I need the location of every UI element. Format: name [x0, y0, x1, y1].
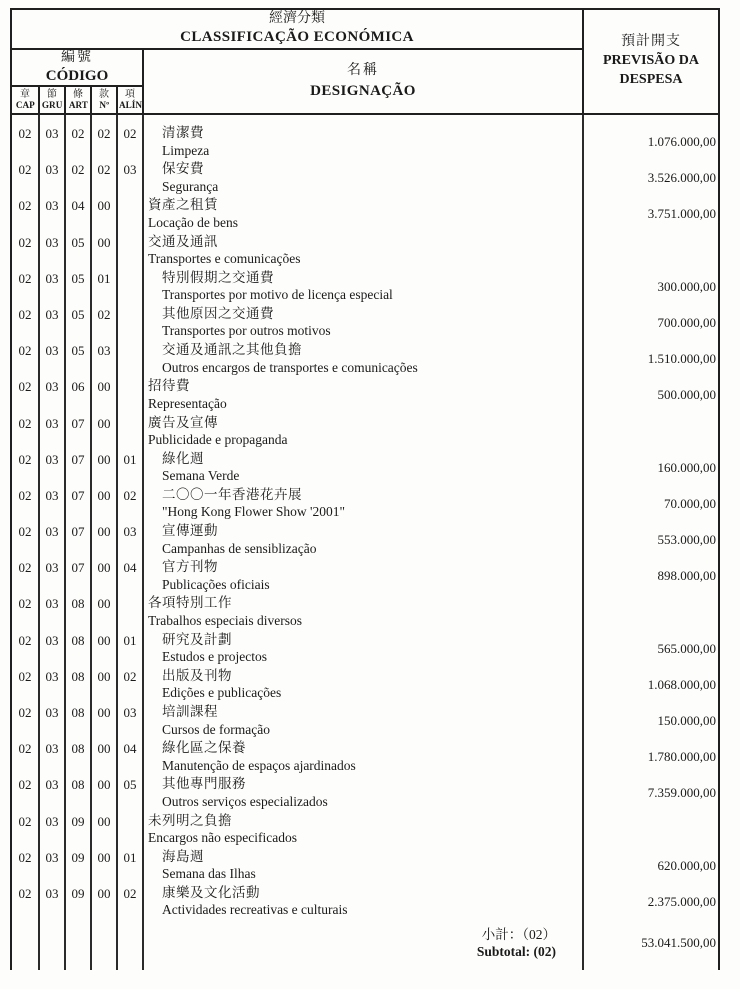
designation-zh: 資產之租賃: [148, 197, 218, 213]
code-gru: 03: [38, 739, 64, 775]
code-num: 00: [90, 739, 116, 775]
header-col-cap: [12, 87, 38, 113]
code-gru: 03: [38, 450, 64, 486]
code-alin: 02: [116, 124, 142, 160]
table-header: [12, 10, 718, 115]
amount: 1.510.000,00: [582, 341, 718, 377]
code-alin: [116, 305, 142, 341]
designation-cell: [142, 269, 582, 305]
designation-pt: Transportes e comunicações: [148, 251, 301, 267]
designation-zh: 綠化區之保養: [162, 740, 246, 756]
code-alin: [116, 269, 142, 305]
code-num: 00: [90, 594, 116, 630]
expense-forecast-zh: 預計開支: [621, 34, 681, 50]
designation-pt: Actividades recreativas e culturais: [162, 902, 348, 918]
amount: 898.000,00: [582, 558, 718, 594]
code-art: 02: [64, 124, 90, 160]
code-cap: 02: [18, 343, 32, 359]
amount: 300.000,00: [582, 269, 718, 305]
code-num: 00: [90, 631, 116, 667]
amount: 1.780.000,00: [582, 739, 718, 775]
col-art-zh: 條: [73, 89, 83, 100]
designation-cell: [142, 305, 582, 341]
designation-pt: Publicidade e propaganda: [148, 432, 288, 447]
code-gru: 03: [38, 703, 64, 739]
header-col-art: [64, 87, 90, 113]
amount: 553.000,00: [582, 522, 718, 558]
code-gru: 03: [38, 341, 64, 377]
code-gru: 03: [38, 233, 64, 269]
designation-cell: [142, 884, 582, 920]
header-col-gru: [38, 87, 64, 113]
amount: 3.526.000,00: [582, 160, 718, 196]
designation-pt: Segurança: [162, 178, 219, 194]
code-alin: 01: [116, 631, 142, 667]
code-cap: 02: [18, 632, 32, 648]
amount: [582, 233, 718, 269]
code-alin: 01: [116, 450, 142, 486]
code-gru: 03: [38, 486, 64, 522]
subtotal-label-pt: Subtotal: (02): [476, 944, 556, 960]
code-alin: [116, 341, 142, 377]
code-gru: 03: [38, 160, 64, 196]
designation-pt: Semana Verde: [162, 468, 240, 484]
code-gru: 03: [38, 196, 64, 232]
code-num: 02: [90, 305, 116, 341]
code-alin: 05: [116, 775, 142, 811]
code-art: 07: [64, 450, 90, 486]
designation-zh: 海島週: [162, 848, 204, 864]
table-row: [12, 739, 718, 775]
code-cap: 02: [18, 198, 32, 214]
code-gru: 03: [38, 522, 64, 558]
col-art-pt: ART: [68, 100, 88, 111]
code-art: 05: [64, 233, 90, 269]
table-row: [12, 124, 718, 160]
code-cap: 02: [18, 487, 32, 503]
code-num: 00: [90, 812, 116, 848]
code-cap: 02: [18, 126, 32, 141]
code-cap: 02: [18, 668, 32, 684]
code-art: 08: [64, 631, 90, 667]
designation-cell: [142, 160, 582, 196]
designation-pt: Limpeza: [162, 142, 210, 158]
code-art: 08: [64, 667, 90, 703]
budget-table: [10, 8, 720, 970]
designation-cell: [142, 558, 582, 594]
code-alin: [116, 196, 142, 232]
designation-pt: Transportes por outros motivos: [162, 323, 331, 339]
designation-zh: 研究及計劃: [162, 631, 232, 647]
code-gru: 03: [38, 848, 64, 884]
designation-pt: Manutenção de espaços ajardinados: [162, 757, 356, 773]
code-header-pt: CÓDIGO: [45, 67, 109, 84]
amount: [582, 414, 718, 450]
code-num: 00: [90, 848, 116, 884]
designation-zh: 培訓課程: [162, 704, 218, 719]
amount: 700.000,00: [582, 305, 718, 341]
code-art: 06: [64, 377, 90, 413]
table-row: [12, 377, 718, 413]
designation-pt: Representação: [148, 395, 227, 411]
table-body: [12, 115, 718, 970]
code-art: 02: [64, 160, 90, 196]
amount: [582, 812, 718, 848]
designation-cell: [142, 196, 582, 232]
code-art: 05: [64, 269, 90, 305]
table-row: [12, 594, 718, 630]
code-num: 00: [90, 667, 116, 703]
table-row: [12, 884, 718, 920]
code-art: 07: [64, 486, 90, 522]
code-cap: 02: [18, 741, 32, 757]
designation-cell: [142, 233, 582, 269]
table-row: [12, 341, 718, 377]
code-art: 09: [64, 848, 90, 884]
code-alin: 04: [116, 739, 142, 775]
code-cap: 02: [18, 415, 32, 431]
designation-zh: 交通及通訊: [148, 233, 218, 249]
designation-zh: 未列明之負擔: [148, 812, 232, 828]
designation-zh: 各項特別工作: [148, 595, 232, 611]
designation-cell: [142, 848, 582, 884]
code-alin: 03: [116, 703, 142, 739]
table-row: [12, 631, 718, 667]
code-gru: 03: [38, 775, 64, 811]
code-cap: 02: [18, 379, 32, 395]
designation-cell: [142, 739, 582, 775]
code-num: 00: [90, 196, 116, 232]
designation-pt: Campanhas de sensiblização: [162, 540, 317, 556]
code-art: 08: [64, 703, 90, 739]
code-cap: 02: [18, 234, 32, 250]
designation-cell: [142, 631, 582, 667]
code-num: 00: [90, 377, 116, 413]
code-cap: 02: [18, 813, 32, 829]
code-num: 00: [90, 558, 116, 594]
designation-zh: 清潔費: [162, 125, 204, 140]
table-row: [12, 775, 718, 811]
designation-zh: 康樂及文化活動: [162, 884, 260, 900]
code-header-zh: 編號: [61, 50, 93, 66]
table-row: [12, 196, 718, 232]
designation-cell: [142, 450, 582, 486]
designation-cell: [142, 414, 582, 450]
code-num: 00: [90, 233, 116, 269]
header-col-alin: [116, 87, 142, 113]
code-alin: [116, 233, 142, 269]
designation-cell: [142, 703, 582, 739]
amount: 160.000,00: [582, 450, 718, 486]
header-expense-forecast: [582, 10, 718, 113]
amount: 7.359.000,00: [582, 775, 718, 811]
code-alin: 02: [116, 486, 142, 522]
designation-pt: Estudos e projectos: [162, 649, 267, 665]
designation-cell: [142, 486, 582, 522]
header-col-num: [90, 87, 116, 113]
code-gru: 03: [38, 414, 64, 450]
designation-pt: Outros serviços especializados: [162, 793, 328, 809]
amount: 1.068.000,00: [582, 667, 718, 703]
code-alin: 03: [116, 160, 142, 196]
code-cap: 02: [18, 524, 32, 540]
code-num: 02: [90, 124, 116, 160]
code-num: 00: [90, 414, 116, 450]
designation-zh: 交通及通訊之其他負擔: [162, 342, 302, 358]
code-cap: 02: [18, 560, 32, 576]
col-alin-pt: ALÍN: [118, 100, 142, 111]
designation-zh: 特別假期之交通費: [162, 269, 274, 285]
code-num: 03: [90, 341, 116, 377]
code-cap: 02: [18, 596, 32, 612]
code-gru: 03: [38, 305, 64, 341]
code-alin: [116, 594, 142, 630]
economic-classification-zh: 經濟分類: [269, 11, 325, 27]
designation-cell: [142, 377, 582, 413]
header-designation: [142, 50, 582, 113]
code-num: 01: [90, 269, 116, 305]
code-art: 08: [64, 739, 90, 775]
code-cap: 02: [18, 705, 32, 720]
col-alin-zh: 項: [125, 89, 135, 100]
code-num: 00: [90, 522, 116, 558]
header-economic-classification: [12, 10, 582, 50]
designation-pt: Locação de bens: [148, 214, 238, 230]
code-alin: 03: [116, 522, 142, 558]
designation-zh: 官方刊物: [162, 559, 218, 575]
designation-pt: Encargos não especificados: [148, 830, 297, 846]
code-gru: 03: [38, 812, 64, 848]
designation-zh: 宣傳運動: [162, 523, 218, 539]
code-gru: 03: [38, 631, 64, 667]
table-row: [12, 486, 718, 522]
code-gru: 03: [38, 594, 64, 630]
code-alin: 02: [116, 667, 142, 703]
designation-cell: [142, 124, 582, 160]
table-row: [12, 269, 718, 305]
designation-cell: [142, 775, 582, 811]
designation-pt: Semana das Ilhas: [162, 866, 256, 882]
table-row: [12, 305, 718, 341]
designation-zh: 出版及刊物: [162, 667, 232, 683]
designation-cell: [142, 812, 582, 848]
code-art: 04: [64, 196, 90, 232]
designation-header-pt: DESIGNAÇÃO: [310, 82, 416, 99]
col-gru-pt: GRU: [41, 100, 63, 111]
amount: 620.000,00: [582, 848, 718, 884]
code-art: 07: [64, 522, 90, 558]
amount: 2.375.000,00: [582, 884, 718, 920]
code-art: 07: [64, 558, 90, 594]
designation-zh: 廣告及宣傳: [148, 414, 218, 430]
code-alin: [116, 414, 142, 450]
designation-pt: Trabalhos especiais diversos: [148, 612, 302, 628]
amount: 150.000,00: [582, 703, 718, 739]
code-num: 00: [90, 884, 116, 920]
code-cap: 02: [18, 849, 32, 865]
spacer-row: [12, 115, 718, 124]
designation-zh: 其他原因之交通費: [162, 305, 274, 321]
designation-pt: Publicações oficiais: [162, 576, 270, 592]
table-row: [12, 667, 718, 703]
designation-zh: 綠化週: [162, 450, 204, 466]
table-row: [12, 848, 718, 884]
designation-zh: 保安費: [162, 161, 204, 177]
code-cap: 02: [18, 451, 32, 467]
table-row: [12, 558, 718, 594]
subtotal-label-zh: 小計：（02）: [481, 926, 556, 942]
col-num-pt: Nº: [99, 100, 109, 111]
amount: 3.751.000,00: [582, 196, 718, 232]
code-art: 05: [64, 341, 90, 377]
table-row: [12, 233, 718, 269]
code-alin: [116, 377, 142, 413]
code-art: 07: [64, 414, 90, 450]
col-cap-zh: 章: [20, 89, 30, 100]
code-cap: 02: [18, 885, 32, 901]
rows-container: [12, 124, 718, 920]
amount: 500.000,00: [582, 377, 718, 413]
amount: 565.000,00: [582, 631, 718, 667]
designation-cell: [142, 341, 582, 377]
designation-pt: Edições e publicações: [162, 685, 282, 701]
table-row: [12, 414, 718, 450]
designation-pt: "Hong Kong Flower Show '2001": [162, 504, 345, 520]
code-gru: 03: [38, 377, 64, 413]
code-art: 09: [64, 812, 90, 848]
designation-cell: [142, 522, 582, 558]
subtotal-amount: 53.041.500,00: [582, 920, 718, 966]
col-num-zh: 款: [99, 89, 109, 100]
subtotal-label: [142, 920, 582, 966]
designation-zh: 招待費: [148, 378, 190, 394]
code-cap: 02: [18, 270, 32, 286]
header-code: [12, 50, 142, 87]
designation-header-zh: 名稱: [347, 62, 379, 78]
designation-zh: 二〇〇一年香港花卉展: [162, 486, 302, 502]
expense-forecast-pt: PREVISÃO DA DESPESA: [602, 53, 700, 87]
code-num: 00: [90, 775, 116, 811]
table-row: [12, 703, 718, 739]
code-cap: 02: [18, 162, 32, 178]
table-row: [12, 450, 718, 486]
subtotal-row: [12, 920, 718, 966]
code-alin: [116, 812, 142, 848]
table-row: [12, 522, 718, 558]
code-num: 00: [90, 486, 116, 522]
designation-cell: [142, 594, 582, 630]
filler-row: [12, 966, 718, 970]
code-alin: 01: [116, 848, 142, 884]
code-art: 09: [64, 884, 90, 920]
col-cap-pt: CAP: [15, 100, 35, 111]
designation-pt: Outros encargos de transportes e comunicações: [162, 359, 418, 375]
code-art: 05: [64, 305, 90, 341]
code-num: 00: [90, 703, 116, 739]
table-row: [12, 160, 718, 196]
code-gru: 03: [38, 884, 64, 920]
code-art: 08: [64, 775, 90, 811]
economic-classification-pt: CLASSIFICAÇÃO ECONÓMICA: [180, 29, 414, 46]
code-cap: 02: [18, 306, 32, 322]
code-gru: 03: [38, 558, 64, 594]
code-num: 00: [90, 450, 116, 486]
col-gru-zh: 節: [47, 89, 57, 100]
code-art: 08: [64, 594, 90, 630]
designation-pt: Transportes por motivo de licença especial: [162, 287, 393, 303]
designation-cell: [142, 667, 582, 703]
amount: 70.000,00: [582, 486, 718, 522]
code-gru: 03: [38, 667, 64, 703]
amount: [582, 594, 718, 630]
code-gru: 03: [38, 269, 64, 305]
code-alin: 04: [116, 558, 142, 594]
code-num: 02: [90, 160, 116, 196]
code-alin: 02: [116, 884, 142, 920]
amount: 1.076.000,00: [582, 124, 718, 160]
table-row: [12, 812, 718, 848]
code-cap: 02: [18, 777, 32, 793]
designation-pt: Cursos de formação: [162, 721, 270, 737]
code-gru: 03: [38, 124, 64, 160]
designation-zh: 其他專門服務: [162, 776, 246, 792]
